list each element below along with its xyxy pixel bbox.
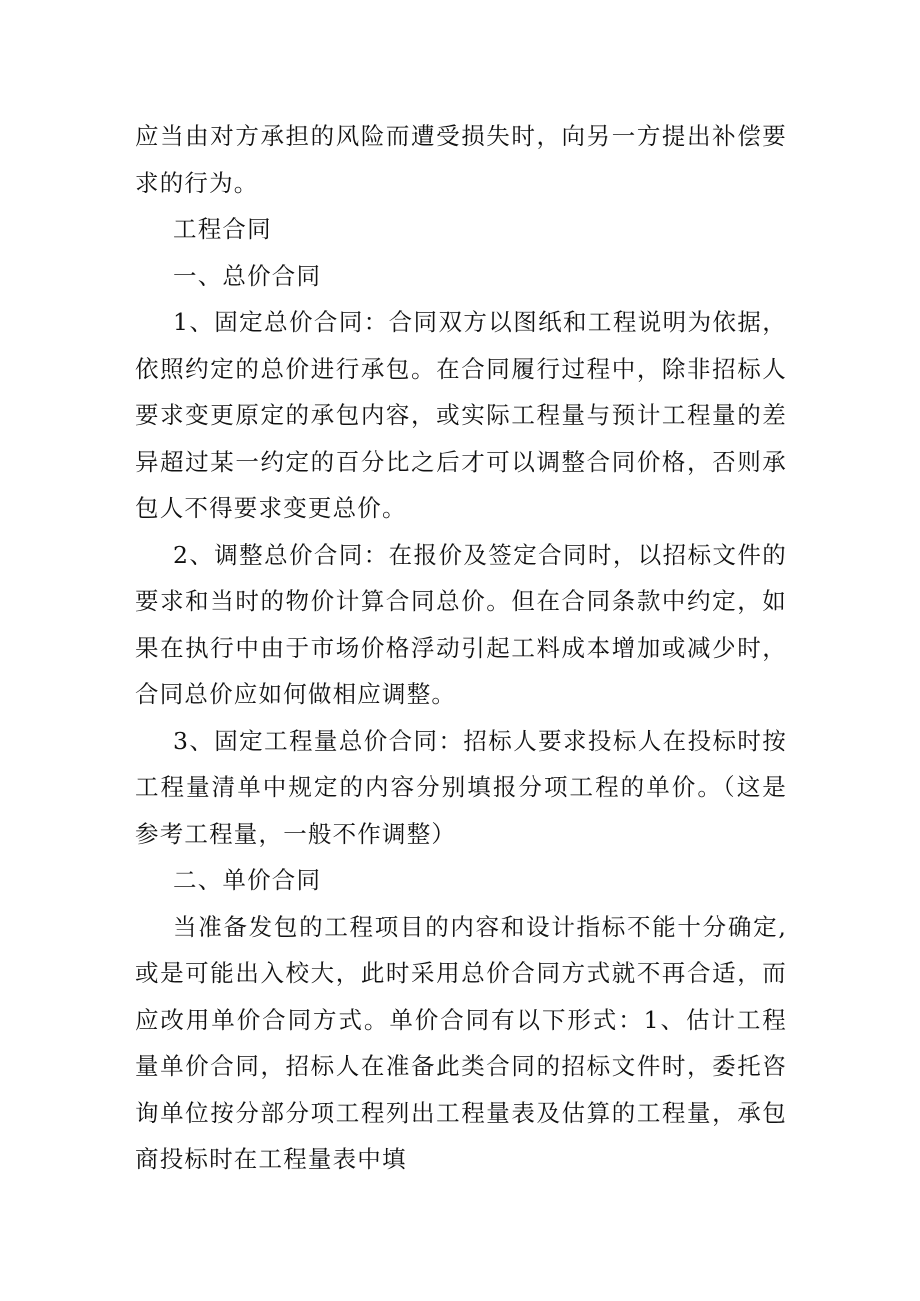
subsection-heading-lump-sum: 一、总价合同	[173, 261, 322, 290]
subsection-heading-unit-price: 二、单价合同	[173, 866, 322, 894]
paragraph-adjustable-lump-sum: 2、调整总价合同：在报价及签定合同时，以招标文件的要求和当时的物价计算合同总价。但在合同条款中约定，如果在执行中由于市场价格浮动引起工料成本增加或减少时，合同总价应如何做相应调整。	[135, 540, 787, 708]
paragraph-continuation: 应当由对方承担的风险而遭受损失时，向另一方提出补偿要求的行为。	[135, 122, 787, 197]
paragraph-fixed-quantity-lump-sum: 3、固定工程量总价合同：招标人要求投标人在投标时按工程量清单中规定的内容分别填报分项工程的单价。（这是参考工程量，一般不作调整）	[135, 726, 787, 848]
document-body	[135, 113, 787, 1183]
paragraph-unit-price: 当准备发包的工程项目的内容和设计指标不能十分确定,或是可能出入校大，此时采用总价合同方式就不再合适，而应改用单价合同方式。单价合同有以下形式：1、估计工程量单价合同，招标人在准备此类合同的招标文件时，委托咨询单位按分部分项工程列出工程量表及估算的工程量，承包商投标时在工程量表中填	[135, 912, 787, 1173]
section-heading-engineering-contract: 工程合同	[173, 215, 272, 243]
paragraph-fixed-lump-sum: 1、固定总价合同：合同双方以图纸和工程说明为依据，依照约定的总价进行承包。在合同履行过程中，除非招标人要求变更原定的承包内容，或实际工程量与预计工程量的差异超过某一约定的百分比之后才可以调整合同价格，否则承包人不得要求变更总价。	[135, 308, 787, 522]
